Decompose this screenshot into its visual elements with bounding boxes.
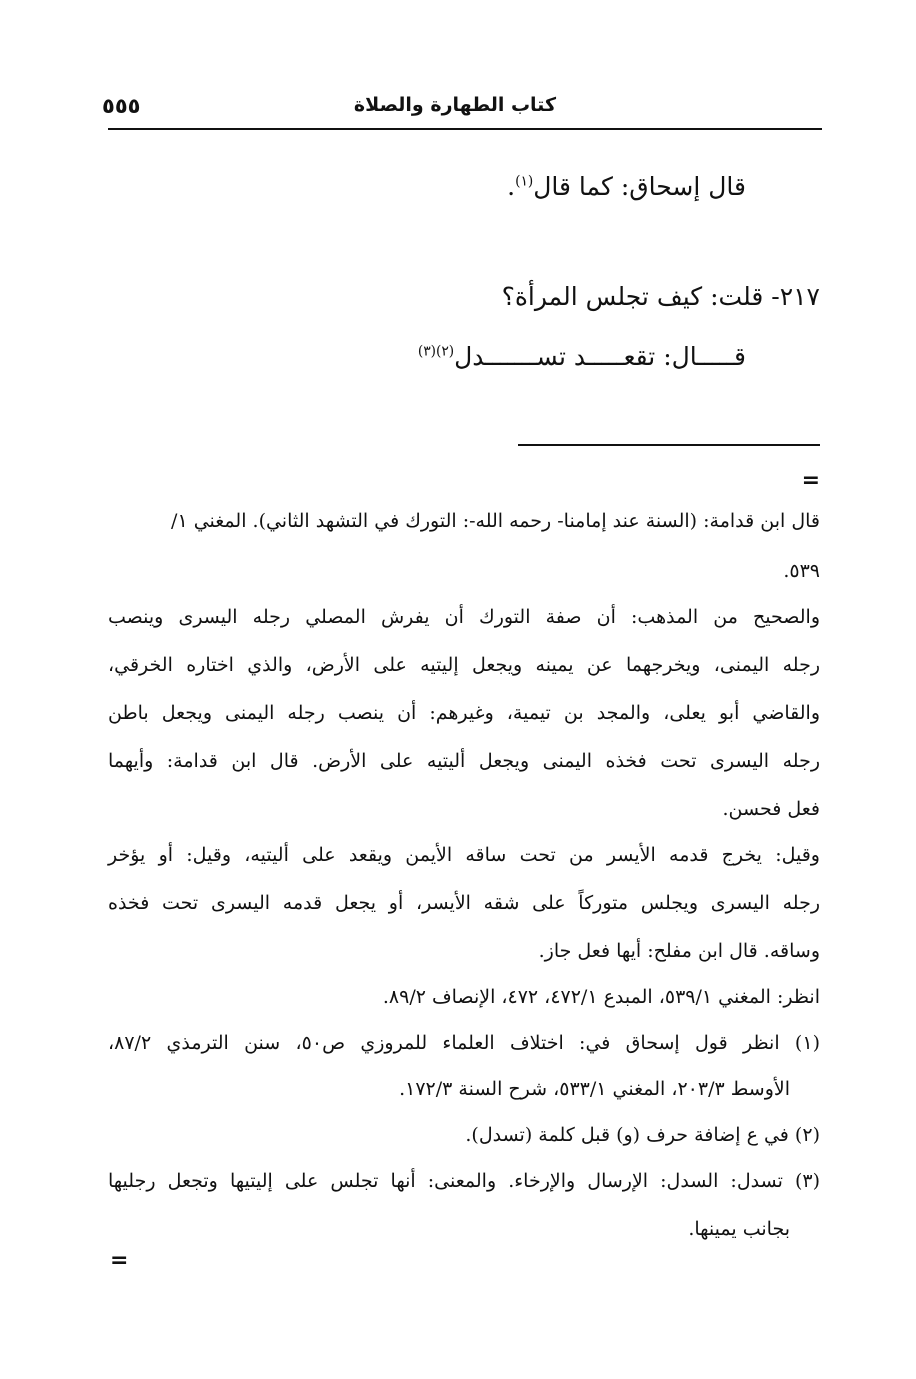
fn-para1-line-5: فعل فحسن. <box>722 798 820 820</box>
footnote-3-line-2: بجانب يمينها. <box>688 1218 790 1240</box>
footnote-separator <box>518 444 820 446</box>
fn-intro-line-2: ٥٣٩. <box>783 560 820 582</box>
ishaq-statement-end: . <box>507 172 516 201</box>
header-rule <box>108 128 822 130</box>
footnote-1-line-2: الأوسط ٢٠٣/٣، المغني ٥٣٣/١، شرح السنة ١٧٢/٣. <box>399 1078 790 1100</box>
footnote-3-line-1: (٣) تسدل: السدل: الإرسال والإرخاء. والمعنى: أنها تجلس على إليتيها وتجعل رجليها <box>108 1170 820 1192</box>
footnote-refs-2-3: (٢)(٣) <box>417 343 455 360</box>
fn-para2-line-2: رجله اليسرى ويجلس متوركاً على شقه الأيسر، أو يجعل قدمه اليسرى تحت فخذه <box>108 892 820 914</box>
fn-para1-line-4: رجله اليسرى تحت فخذه اليمنى ويجعل أليتيه على الأرض. قال ابن قدامة: وأيهما <box>108 750 820 772</box>
footnote-ref-1: (١) <box>515 173 534 190</box>
running-header-title: كتاب الطهارة والصلاة <box>353 94 556 116</box>
fn-intro-line-1: قال ابن قدامة: (السنة عند إمامنا- رحمه الله-: التورك في التشهد الثاني). المغني ١/ <box>171 510 820 532</box>
fn-para2-line-3: وساقه. قال ابن مفلح: أيها فعل جاز. <box>538 940 820 962</box>
ishaq-statement-text: قال إسحاق: كما قال <box>533 172 746 201</box>
question-text: قلت: كيف تجلس المرأة؟ <box>501 282 764 311</box>
fn-para1-line-1: والصحيح من المذهب: أن صفة التورك أن يفرش المصلي رجله اليسرى وينصب <box>108 606 820 628</box>
answer-line <box>418 342 746 371</box>
ishaq-statement <box>507 172 746 201</box>
question-217 <box>502 282 820 311</box>
footnote-1-line-1: (١) انظر قول إسحاق في: اختلاف العلماء للمروزي ص٥٠، سنن الترمذي ٨٧/٢، <box>108 1032 820 1054</box>
fn-see-also: انظر: المغني ٥٣٩/١، المبدع ٤٧٢/١، ٤٧٢، الإنصاف ٨٩/٢. <box>382 986 820 1008</box>
fn-para1-line-3: والقاضي أبو يعلى، والمجد بن تيمية، وغيرهم: أن ينصب رجله اليمنى ويجعل باطن <box>108 702 820 724</box>
fn-para2-line-1: وقيل: يخرج قدمه الأيسر من تحت ساقه الأيمن ويقعد على أليتيه، وقيل: أو يؤخر <box>108 844 820 866</box>
fn-para1-line-2: رجله اليمنى، ويخرجهما عن يمينه ويجعل إليتيه على الأرض، والذي اختاره الخرقي، <box>108 654 820 676</box>
answer-text: قـــــال: تقعـــــد تســـــــدل <box>454 342 746 371</box>
continuation-mark-top: = <box>801 468 820 493</box>
footnote-2: (٢) في ع إضافة حرف (و) قبل كلمة (تسدل). <box>465 1124 820 1146</box>
question-number: ٢١٧- <box>763 282 820 311</box>
page-number: ٥٥٥ <box>102 94 141 118</box>
continuation-mark-bottom: = <box>110 1248 129 1273</box>
